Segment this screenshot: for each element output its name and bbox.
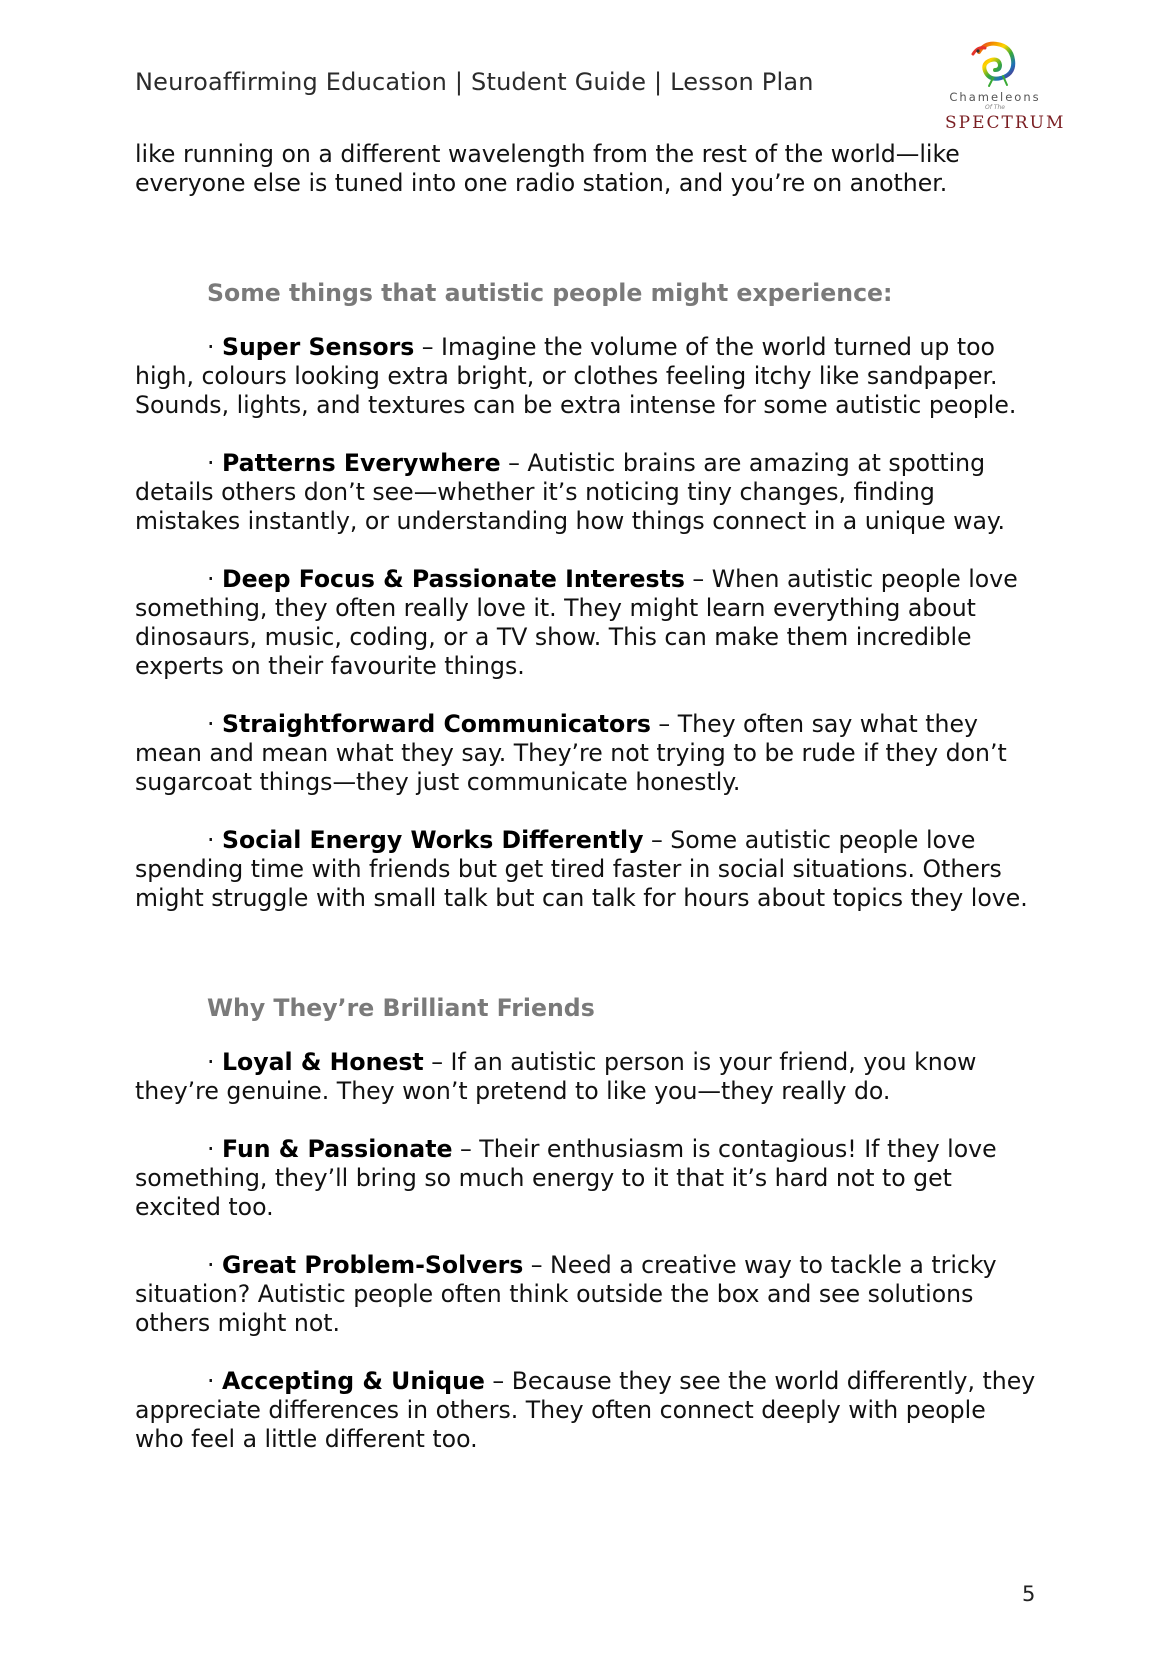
item-term: Patterns Everywhere [222, 449, 501, 477]
item-text: – Because they see the world differently, they appreciate differences in others. They often connect deeply with people who feel a little different too. [135, 1367, 1036, 1453]
item-term: Deep Focus & Passionate Interests [222, 565, 685, 593]
header-title: Neuroaffirming Education | Student Guide | Lesson Plan [135, 68, 814, 96]
list-item [135, 333, 1040, 420]
list-item [135, 565, 1040, 681]
bullet: · [207, 333, 215, 361]
bullet: · [207, 1048, 215, 1076]
logo-text-spectrum: SPECTRUM [945, 113, 1066, 133]
item-term: Fun & Passionate [222, 1135, 453, 1163]
chameleon-spiral-icon [945, 38, 1045, 90]
item-term: Social Energy Works Differently [222, 826, 644, 854]
intro-paragraph: like running on a different wavelength from the rest of the world—like everyone else is tuned into one radio station, and you’re on another. [135, 140, 960, 197]
logo-text-of-the: Of The [985, 104, 1005, 111]
list-item [135, 1251, 1040, 1338]
list-item [135, 710, 1040, 797]
bullet: · [207, 1251, 215, 1279]
item-term: Accepting & Unique [222, 1367, 485, 1395]
bullet: · [207, 710, 215, 738]
item-term: Great Problem-Solvers [222, 1251, 524, 1279]
item-text: – If an autistic person is your friend, you know they’re genuine. They won’t pretend to like you—they really do. [135, 1048, 977, 1105]
list-item [135, 1367, 1040, 1454]
logo-text-chameleons: Chameleons [949, 90, 1041, 104]
bullet: · [207, 1367, 215, 1395]
item-text: – When autistic people love something, they often really love it. They might learn everything about dinosaurs, music, coding, or a TV show. This can make them incredible experts on their favourite things. [135, 565, 1018, 680]
item-term: Loyal & Honest [222, 1048, 424, 1076]
page-content [135, 140, 1040, 1454]
item-text: – They often say what they mean and mean what they say. They’re not trying to be rude if they don’t sugarcoat things—they just communicate honestly. [135, 710, 1007, 796]
bullet: · [207, 565, 215, 593]
list-item [135, 1135, 1040, 1222]
item-text: – Need a creative way to tackle a tricky situation? Autistic people often think outside the box and see solutions others might not. [135, 1251, 997, 1337]
brand-logo [945, 38, 1066, 138]
bullet: · [207, 826, 215, 854]
list-item [135, 449, 1040, 536]
item-text: – Their enthusiasm is contagious! If they love something, they’ll bring so much energy to it that it’s hard not to get excited too. [135, 1135, 997, 1221]
list-item [135, 826, 1040, 913]
experiences-heading: Some things that autistic people might experience: [207, 279, 893, 307]
bullet: · [207, 1135, 215, 1163]
item-text: – Imagine the volume of the world turned up too high, colours looking extra bright, or clothes feeling itchy like sandpaper. Sounds, lights, and textures can be extra intense for some autistic people. [135, 333, 1017, 419]
friends-heading: Why They’re Brilliant Friends [207, 994, 595, 1022]
page-number: 5 [1022, 1582, 1036, 1606]
list-item [135, 1048, 1040, 1106]
item-text: – Autistic brains are amazing at spotting details others don’t see—whether it’s noticing tiny changes, finding mistakes instantly, or understanding how things connect in a unique way. [135, 449, 1005, 535]
item-text: – Some autistic people love spending time with friends but get tired faster in social situations. Others might struggle with small talk but can talk for hours about topics they love. [135, 826, 1028, 912]
item-term: Super Sensors [222, 333, 415, 361]
bullet: · [207, 449, 215, 477]
item-term: Straightforward Communicators [222, 710, 651, 738]
